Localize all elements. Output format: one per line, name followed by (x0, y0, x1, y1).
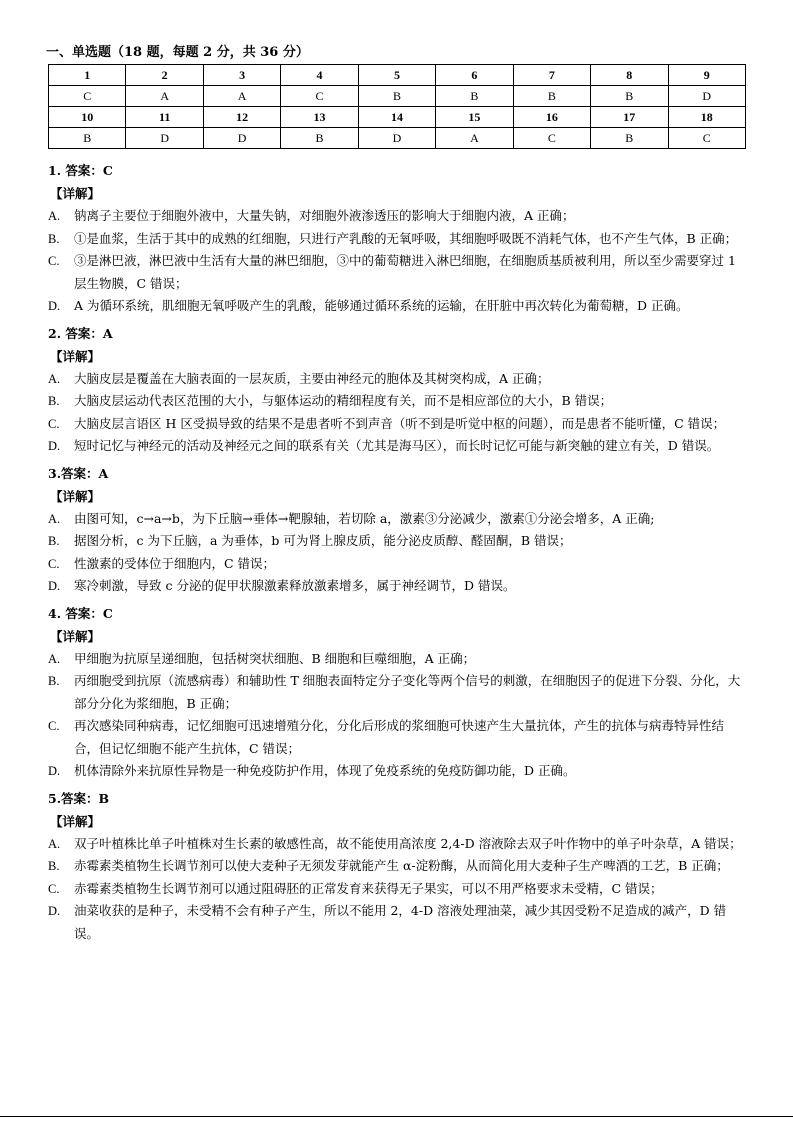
question-4 (48, 602, 748, 783)
option-label: D. (48, 299, 61, 313)
option-label: C. (48, 881, 60, 896)
option-label: C. (48, 254, 60, 268)
option-explanation (48, 508, 748, 531)
detail-label: 【详解】 (50, 186, 101, 201)
question-answer-heading: 4. 答案：C (48, 605, 113, 621)
option-label: C. (48, 719, 60, 733)
answer-cell: A (436, 128, 513, 149)
answer-cell: B (436, 86, 513, 107)
detail-label: 【详解】 (50, 488, 101, 504)
option-text: 据图分析，c 为下丘脑，a 为垂体，b 可为肾上腺皮质，能分泌皮质醇、醛固酮，B 错误； (74, 533, 572, 548)
answer-cell: C (49, 86, 126, 107)
option-text: 赤霉素类植物生长调节剂可以通过阻碍胚的正常发育来获得无子果实，可以不用严格要求未受精，C 错误； (74, 880, 663, 896)
option-text: ③是淋巴液，淋巴液中生活有大量的淋巴细胞，③中的葡萄糖进入淋巴细胞，在细胞质基质被利用，所以至少需要穿过 1 层生物膜，C 错误； (74, 253, 736, 291)
option-label: B. (48, 674, 60, 688)
option-label: B. (48, 394, 60, 408)
question-number-cell: 14 (358, 107, 435, 128)
option-text: 双子叶植株比单子叶植株对生长素的敏感性高，故不能使用高浓度 2,4-D 溶液除去双子叶作物中的单子叶杂草，A 错误； (74, 835, 742, 851)
option-explanation (48, 900, 748, 945)
option-text: 性激素的受体位于细胞内，C 错误； (74, 555, 276, 571)
option-explanation (48, 833, 748, 856)
answer-cell: B (513, 86, 590, 107)
answer-cell: D (358, 128, 435, 149)
option-explanation (48, 205, 748, 228)
option-explanation (48, 228, 748, 251)
option-text: 赤霉素类植物生长调节剂可以使大麦种子无须发芽就能产生 α-淀粉酶，从而简化用大麦种子生产啤酒的工艺，B 正确； (74, 858, 729, 873)
option-text: 短时记忆与神经元的活动及神经元之间的联系有关（尤其是海马区），而长时记忆可能与新突触的建立有关，D 错误。 (74, 438, 720, 453)
option-explanation (48, 435, 748, 458)
option-text: A 为循环系统，肌细胞无氧呼吸产生的乳酸，能够通过循环系统的运输，在肝脏中再次转化为葡萄糖，D 正确。 (74, 298, 689, 313)
option-label: D. (48, 439, 61, 453)
answer-cell: D (126, 128, 203, 149)
option-explanation (48, 295, 748, 318)
answer-cell: B (591, 128, 668, 149)
answer-cell: B (49, 128, 126, 149)
option-text: ①是血浆，生活于其中的成熟的红细胞，只进行产乳酸的无氧呼吸，其细胞呼吸既不消耗气体，也不产生气体，B 正确； (74, 230, 738, 246)
question-number-cell: 18 (668, 107, 746, 128)
option-text: 丙细胞受到抗原（流感病毒）和辅助性 T 细胞表面特定分子变化等两个信号的刺激，在细胞因子的促进下分裂、分化，大部分分化为浆细胞，B 正确； (74, 673, 741, 711)
option-text: 寒冷刺激，导致 c 分泌的促甲状腺激素释放激素增多，属于神经调节，D 错误。 (74, 578, 516, 593)
answer-cell: A (126, 86, 203, 107)
option-text: 大脑皮层是覆盖在大脑表面的一层灰质，主要由神经元的胞体及其树突构成，A 正确； (74, 370, 550, 386)
option-text: 钠离子主要位于细胞外液中，大量失钠，对细胞外液渗透压的影响大于细胞内液，A 正确； (74, 208, 575, 223)
question-2 (48, 322, 748, 458)
option-text: 甲细胞为抗原呈递细胞，包括树突状细胞、B 细胞和巨噬细胞，A 正确； (74, 650, 476, 666)
option-label: B. (48, 231, 60, 246)
answer-table-number-row-1 (49, 65, 746, 86)
answer-table-answer-row-2 (49, 128, 746, 149)
question-3 (48, 462, 748, 598)
answer-cell: D (668, 86, 746, 107)
option-label: A. (48, 651, 61, 666)
question-number-cell: 11 (126, 107, 203, 128)
question-number-cell: 2 (126, 65, 203, 86)
question-5 (48, 787, 748, 946)
question-number-cell: 8 (591, 65, 668, 86)
option-label: A. (48, 511, 61, 526)
answer-cell: A (203, 86, 280, 107)
question-number-cell: 1 (49, 65, 126, 86)
detail-label: 【详解】 (50, 348, 101, 364)
option-text: 大脑皮层运动代表区范围的大小，与躯体运动的精细程度有关，而不是相应部位的大小，B 错误； (74, 393, 613, 408)
answer-table-number-row-2 (49, 107, 746, 128)
option-explanation (48, 530, 748, 553)
question-number-cell: 12 (203, 107, 280, 128)
option-label: D. (48, 764, 61, 778)
option-label: D. (48, 579, 61, 593)
question-number-cell: 17 (591, 107, 668, 128)
option-label: C. (48, 556, 60, 571)
option-text: 油菜收获的是种子，未受精不会有种子产生，所以不能用 2，4-D 溶液处理油菜，减少其因受粉不足造成的减产，D 错误。 (74, 903, 727, 941)
option-label: A. (48, 836, 61, 851)
question-number-cell: 10 (49, 107, 126, 128)
option-explanation (48, 648, 748, 671)
option-explanation (48, 670, 748, 715)
question-number-cell: 9 (668, 65, 746, 86)
option-explanation (48, 715, 748, 760)
option-label: C. (48, 416, 60, 431)
answer-table (48, 64, 746, 149)
detail-label: 【详解】 (50, 628, 101, 644)
option-explanation (48, 553, 748, 576)
question-number-cell: 3 (203, 65, 280, 86)
answer-table-answer-row-1 (49, 86, 746, 107)
option-label: A. (48, 371, 61, 386)
question-answer-heading: 1. 答案：C (48, 163, 113, 178)
detail-label: 【详解】 (50, 813, 101, 829)
option-text: 大脑皮层言语区 H 区受损导致的结果不是患者听不到声音（听不到是听觉中枢的问题），而是患者不能听懂，C 错误； (74, 415, 726, 431)
page-bottom-divider (0, 1116, 793, 1117)
option-text: 由图可知，c→a→b，为下丘脑→垂体→靶腺轴，若切除 a，激素③分泌减少，激素①分泌会增多，A 正确; (74, 510, 655, 526)
question-number-cell: 16 (513, 107, 590, 128)
question-number-cell: 5 (358, 65, 435, 86)
option-label: A. (48, 209, 61, 223)
option-explanation (48, 413, 748, 436)
question-answer-heading: 3.答案：A (48, 465, 109, 481)
option-text: 再次感染同种病毒，记忆细胞可迅速增殖分化，分化后形成的浆细胞可快速产生大量抗体，产生的抗体与病毒特异性结合，但记忆细胞不能产生抗体，C 错误； (74, 718, 725, 756)
question-number-cell: 7 (513, 65, 590, 86)
option-explanation (48, 760, 748, 783)
option-text: 机体清除外来抗原性异物是一种免疫防护作用，体现了免疫系统的免疫防御功能，D 正确。 (74, 763, 576, 778)
option-label: B. (48, 859, 60, 873)
question-answer-heading: 5.答案：B (48, 790, 110, 806)
option-explanation (48, 390, 748, 413)
option-label: B. (48, 534, 60, 548)
question-number-cell: 4 (281, 65, 358, 86)
question-number-cell: 6 (436, 65, 513, 86)
option-label: D. (48, 904, 61, 918)
answer-cell: B (591, 86, 668, 107)
option-explanation (48, 368, 748, 391)
option-explanation (48, 878, 748, 901)
question-1 (48, 159, 748, 318)
question-answer-heading: 2. 答案：A (48, 325, 113, 341)
document-page (48, 42, 748, 945)
option-explanation (48, 575, 748, 598)
answer-cell: C (281, 86, 358, 107)
answer-cell: B (358, 86, 435, 107)
answer-cell: C (513, 128, 590, 149)
question-number-cell: 15 (436, 107, 513, 128)
answer-cell: C (668, 128, 746, 149)
option-explanation (48, 855, 748, 878)
question-number-cell: 13 (281, 107, 358, 128)
option-explanation (48, 250, 748, 295)
answer-cell: B (281, 128, 358, 149)
section-title: 一、单选题（18 题，每题 2 分，共 36 分） (46, 45, 309, 60)
answer-cell: D (203, 128, 280, 149)
